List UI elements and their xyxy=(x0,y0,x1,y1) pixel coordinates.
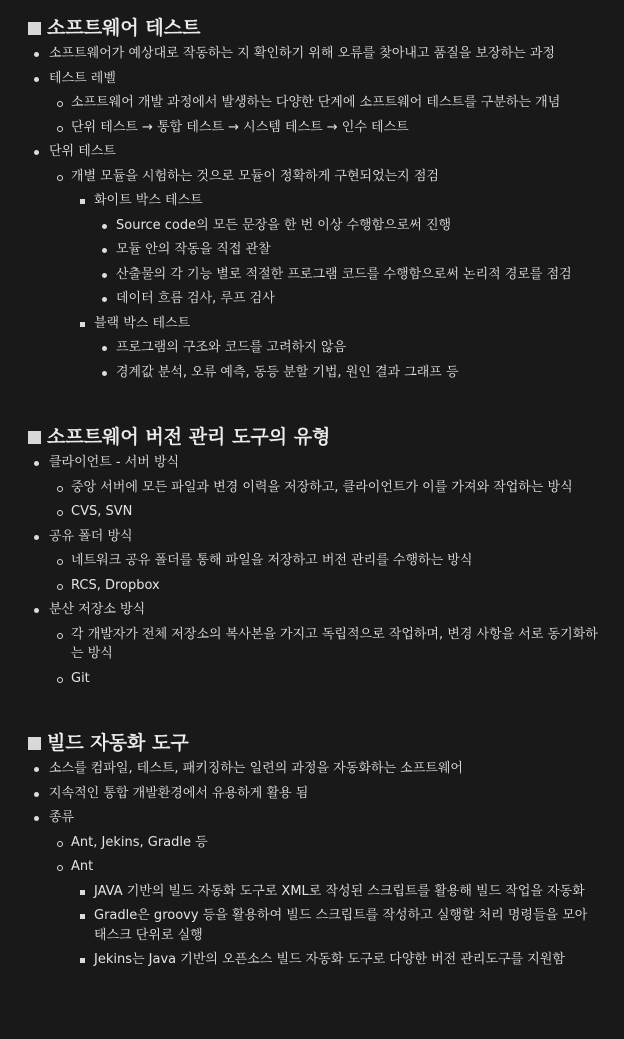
bullet-icon xyxy=(57,510,63,516)
list-item: 지속적인 통합 개발환경에서 유용하게 활용 됨 xyxy=(28,782,604,807)
bullet-icon xyxy=(57,677,63,683)
list-item: Ant JAVA 기반의 빌드 자동화 도구로 XML로 작성된 스크립트를 활용해 빌드 작업을 자동화 Gradle은 groovy 등을 활용하여 빌드 스크립트를 작성하고 실행할 처리 명령들을 모아 태스크 단위로 실행 Jekins는 Java 기반의 오픈소스 빌드 자동화 도구로 다양한 버전 관리도구를 지원함 xyxy=(28,855,604,973)
list-item: 테스트 레벨 소프트웨어 개발 과정에서 발생하는 다양한 단계에 소프트웨어 테스트를 구분하는 개념 단위 테스트 → 통합 테스트 → 시스템 테스트 → 인수 테스트 xyxy=(28,67,604,141)
bullet-icon xyxy=(34,792,39,797)
bullet-icon xyxy=(80,914,85,919)
list-item: 소프트웨어가 예상대로 작동하는 지 확인하기 위해 오류를 찾아내고 품질을 보장하는 과정 xyxy=(28,42,604,67)
bullet-icon xyxy=(57,633,63,639)
bullet-icon xyxy=(57,126,63,132)
list-item: 종류 Ant, Jekins, Gradle 등 Ant JAVA 기반의 빌드 자동화 도구로 XML로 작성된 스크립트를 활용해 빌드 작업을 자동화 Gradle은 groovy 등을 활용하여 빌드 스크립트를 작성하고 실행할 처리 명령들을 모아 태스크 단위로 실행 Jekins는 Java 기반의 오픈소스 빌드 자동화 도구로 다양한 버전 관리도구를 지원함 xyxy=(28,806,604,973)
bullet-icon xyxy=(102,297,107,302)
bullet-icon xyxy=(102,224,107,229)
list-item: CVS, SVN xyxy=(28,500,604,525)
list-item: 블랙 박스 테스트 프로그램의 구조와 코드를 고려하지 않음 경계값 분석, 오류 예측, 동등 분할 기법, 원인 결과 그래프 등 xyxy=(28,312,604,386)
bullet-icon xyxy=(34,608,39,613)
bullet-icon xyxy=(34,816,39,821)
bullet-icon xyxy=(57,865,63,871)
list-item: 산출물의 각 기능 별로 적절한 프로그램 코드를 수행함으로써 논리적 경로를 점검 xyxy=(28,263,604,288)
bullet-list xyxy=(28,42,604,385)
list-item: Jekins는 Java 기반의 오픈소스 빌드 자동화 도구로 다양한 버전 관리도구를 지원함 xyxy=(28,948,604,973)
bullet-icon xyxy=(57,175,63,181)
list-item: 단위 테스트 개별 모듈을 시험하는 것으로 모듈이 정확하게 구현되었는지 점검 화이트 박스 테스트 Source code의 모든 문장을 한 번 이상 수행함으로써 진행 모듈 안의 작동을 직접 관찰 산출물의 각 기능 별로 적절한 프로그램 코드를 수행함으로써 논리적 경로를 점검 데이터 흐름 검사, 루프 검사 블랙 박스 테스트 프로그램의 구조와 코드를 고려하지 않음 경계값 분석, 오류 예측, 동등 분할 기법, 원인 결과 그래프 등 xyxy=(28,140,604,385)
section-heading: 빌드 자동화 도구 xyxy=(28,729,604,757)
bullet-icon xyxy=(34,461,39,466)
square-bullet-icon xyxy=(28,22,41,35)
bullet-icon xyxy=(34,535,39,540)
list-item: Gradle은 groovy 등을 활용하여 빌드 스크립트를 작성하고 실행할 처리 명령들을 모아 태스크 단위로 실행 xyxy=(28,904,604,948)
bullet-icon xyxy=(102,248,107,253)
list-item: Ant, Jekins, Gradle 등 xyxy=(28,831,604,856)
bullet-icon xyxy=(102,371,107,376)
list-item: RCS, Dropbox xyxy=(28,574,604,599)
bullet-icon xyxy=(102,346,107,351)
list-item: 단위 테스트 → 통합 테스트 → 시스템 테스트 → 인수 테스트 xyxy=(28,116,604,141)
list-item: JAVA 기반의 빌드 자동화 도구로 XML로 작성된 스크립트를 활용해 빌드 작업을 자동화 xyxy=(28,880,604,905)
bullet-icon xyxy=(34,767,39,772)
list-item: 소프트웨어 개발 과정에서 발생하는 다양한 단계에 소프트웨어 테스트를 구분하는 개념 xyxy=(28,91,604,116)
list-item: 공유 폴더 방식 네트워크 공유 폴더를 통해 파일을 저장하고 버전 관리를 수행하는 방식 RCS, Dropbox xyxy=(28,525,604,599)
bullet-icon xyxy=(57,584,63,590)
section-heading: 소프트웨어 테스트 xyxy=(28,14,604,42)
bullet-icon xyxy=(57,486,63,492)
bullet-icon xyxy=(34,77,39,82)
bullet-icon xyxy=(57,559,63,565)
bullet-list xyxy=(28,757,604,973)
list-item: 모듈 안의 작동을 직접 관찰 xyxy=(28,238,604,263)
list-item: 클라이언트 - 서버 방식 중앙 서버에 모든 파일과 변경 이력을 저장하고, 클라이언트가 이를 가져와 작업하는 방식 CVS, SVN xyxy=(28,451,604,525)
bullet-icon xyxy=(34,150,39,155)
list-item: 화이트 박스 테스트 Source code의 모든 문장을 한 번 이상 수행함으로써 진행 모듈 안의 작동을 직접 관찰 산출물의 각 기능 별로 적절한 프로그램 코드를 수행함으로써 논리적 경로를 점검 데이터 흐름 검사, 루프 검사 xyxy=(28,189,604,312)
list-item: 소스를 컴파일, 테스트, 패키징하는 일련의 과정을 자동화하는 소프트웨어 xyxy=(28,757,604,782)
list-item: Source code의 모든 문장을 한 번 이상 수행함으로써 진행 xyxy=(28,214,604,239)
bullet-icon xyxy=(102,273,107,278)
list-item: Git xyxy=(28,667,604,692)
list-item: 중앙 서버에 모든 파일과 변경 이력을 저장하고, 클라이언트가 이를 가져와 작업하는 방식 xyxy=(28,476,604,501)
list-item: 개별 모듈을 시험하는 것으로 모듈이 정확하게 구현되었는지 점검 화이트 박스 테스트 Source code의 모든 문장을 한 번 이상 수행함으로써 진행 모듈 안의 작동을 직접 관찰 산출물의 각 기능 별로 적절한 프로그램 코드를 수행함으로써 논리적 경로를 점검 데이터 흐름 검사, 루프 검사 블랙 박스 테스트 프로그램의 구조와 코드를 고려하지 않음 경계값 분석, 오류 예측, 동등 분할 기법, 원인 결과 그래프 등 xyxy=(28,165,604,386)
list-item: 분산 저장소 방식 각 개발자가 전체 저장소의 복사본을 가지고 독립적으로 작업하며, 변경 사항을 서로 동기화하는 방식 Git xyxy=(28,598,604,691)
bullet-icon xyxy=(80,958,85,963)
section-heading: 소프트웨어 버전 관리 도구의 유형 xyxy=(28,423,604,451)
list-item: 경계값 분석, 오류 예측, 동등 분할 기법, 원인 결과 그래프 등 xyxy=(28,361,604,386)
bullet-icon xyxy=(57,101,63,107)
square-bullet-icon xyxy=(28,431,41,444)
bullet-list xyxy=(28,451,604,691)
square-bullet-icon xyxy=(28,737,41,750)
list-item: 네트워크 공유 폴더를 통해 파일을 저장하고 버전 관리를 수행하는 방식 xyxy=(28,549,604,574)
list-item: 프로그램의 구조와 코드를 고려하지 않음 xyxy=(28,336,604,361)
bullet-icon xyxy=(57,841,63,847)
bullet-icon xyxy=(34,52,39,57)
list-item: 데이터 흐름 검사, 루프 검사 xyxy=(28,287,604,312)
bullet-icon xyxy=(80,890,85,895)
list-item: 각 개발자가 전체 저장소의 복사본을 가지고 독립적으로 작업하며, 변경 사항을 서로 동기화하는 방식 xyxy=(28,623,604,667)
bullet-icon xyxy=(80,199,85,204)
bullet-icon xyxy=(80,322,85,327)
